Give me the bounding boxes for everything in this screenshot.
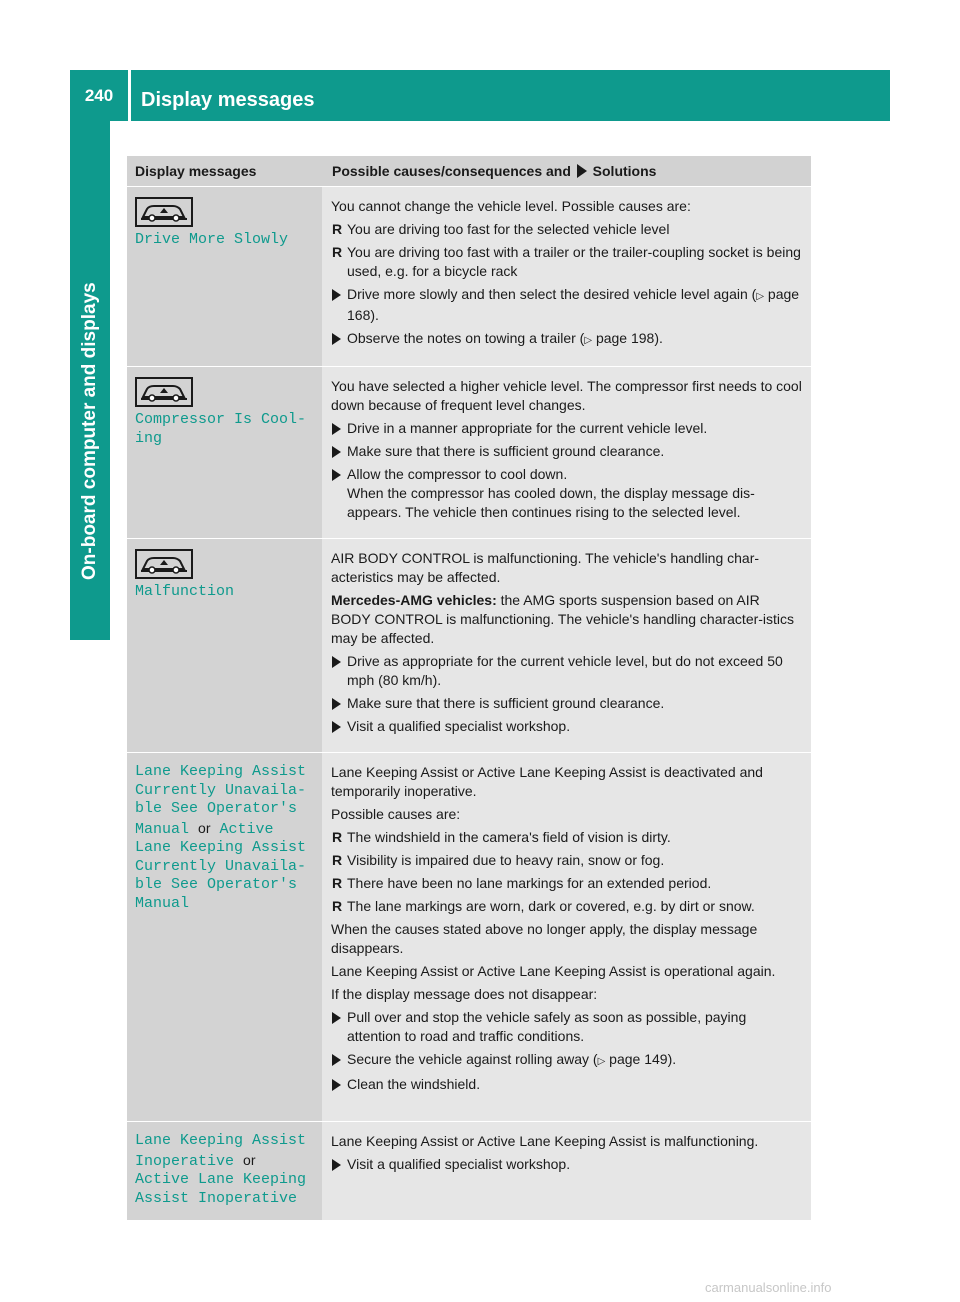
solution-step: Visit a qualified specialist workshop. [331,717,803,736]
solution-step: Secure the vehicle against rolling away (▷ page 149). [331,1050,803,1071]
solution-step: Allow the compressor to cool down. When the compressor has cooled down, the display message dis-appears. The vehicle then continues rising to the selected level. [331,465,803,522]
step-arrow-icon [332,469,341,481]
table-row [127,1122,811,1220]
paragraph: When the causes stated above no longer apply, the display message disappears. [331,921,758,956]
step-arrow-icon [332,446,341,458]
solution-cell [322,1122,811,1220]
message-cell [127,187,322,366]
cause-intro: You cannot change the vehicle level. Possible causes are: [331,198,691,214]
list-item: R You are driving too fast for the selected vehicle level [332,221,670,237]
step-arrow-icon [332,698,341,710]
table-row [127,367,811,539]
solution-step: Clean the windshield. [331,1075,803,1094]
suspension-level-icon [135,197,193,227]
page-number: 240 [84,86,114,105]
message-cell [127,539,322,752]
solution-cell [322,753,811,1121]
list-item: R The windshield in the camera's field of vision is dirty. [332,829,671,845]
step-arrow-icon [332,721,341,733]
message-cell [127,753,322,1121]
message-cell [127,367,322,538]
display-message: Lane Keeping Assist Currently Unavaila‐ ble See Operator's Manual or Active Lane Keeping Assist Currently Unavaila‐ ble See Operator's Manual [135,763,307,912]
causes-label: Possible causes are: [331,806,461,822]
side-title: On-board computer and displays [79,282,100,580]
cause-intro: Lane Keeping Assist or Active Lane Keeping Assist is deactivated and temporarily inoperative. [331,764,763,799]
step-arrow-icon [332,1012,341,1024]
suspension-level-icon [135,549,193,579]
table-row [127,539,811,753]
header-divider [128,70,131,121]
solution-step: Make sure that there is sufficient ground clearance. [331,694,803,713]
solution-step: Make sure that there is sufficient ground clearance. [331,442,803,461]
step-arrow-icon [332,1079,341,1091]
display-message: Compressor Is Cool‐ ing [135,411,307,447]
step-arrow-icon [332,423,341,435]
amg-note: Mercedes-AMG vehicles: the AMG sports suspension based on AIR BODY CONTROL is malfunctioning. The vehicle's handling character-istics may be affected. [331,592,795,646]
step-arrow-icon [332,656,341,668]
cause-intro: AIR BODY CONTROL is malfunctioning. The vehicle's handling char-acteristics may be affected. [331,550,760,585]
step-arrow-icon [332,289,341,301]
paragraph: If the display message does not disappear: [331,986,598,1002]
paragraph: Lane Keeping Assist or Active Lane Keeping Assist is operational again. [331,963,776,979]
solution-arrow-icon [577,164,587,178]
step-arrow-icon [332,333,341,345]
watermark: carmanualsonline.info [705,1280,832,1295]
cause-intro: You have selected a higher vehicle level. The compressor first needs to cool down because of frequent level changes. [331,378,802,413]
suspension-level-icon [135,377,193,407]
column-header-messages: Display messages [135,163,257,179]
solution-cell [322,187,811,366]
section-title: Display messages [141,89,315,111]
page-ref-icon: ▷ [597,1056,606,1067]
list-item: R There have been no lane markings for an extended period. [332,875,712,891]
solution-cell [322,367,811,538]
display-message: Lane Keeping Assist Inoperative or Active Lane Keeping Assist Inoperative [135,1132,307,1207]
table-row [127,187,811,367]
message-cell [127,1122,322,1220]
solution-step: Pull over and stop the vehicle safely as soon as possible, paying attention to road and traffic conditions. [331,1008,803,1046]
step-arrow-icon [332,1054,341,1066]
display-messages-table [127,156,811,1220]
table-header [127,156,811,187]
cause-intro: Lane Keeping Assist or Active Lane Keeping Assist is malfunctioning. [331,1133,759,1149]
list-item: R The lane markings are worn, dark or covered, e.g. by dirt or snow. [332,898,755,914]
step-arrow-icon [332,1159,341,1171]
display-message: Malfunction [135,583,235,600]
page-ref-icon: ▷ [756,291,765,302]
solution-step: Visit a qualified specialist workshop. [331,1155,803,1174]
table-row [127,753,811,1122]
solution-step: Observe the notes on towing a trailer (▷ page 198). [331,329,803,350]
list-item: R Visibility is impaired due to heavy rain, snow or fog. [332,852,665,868]
display-message: Drive More Slowly [135,231,289,248]
solution-step: Drive more slowly and then select the desired vehicle level again (▷ page 168). [331,285,803,325]
column-header-solutions: Possible causes/consequences and Solutions [332,163,657,179]
list-item: R You are driving too fast with a trailer or the trailer-coupling socket is being used, e.g. for a bicycle rack [332,244,801,279]
side-square-marker [70,600,110,640]
solution-cell [322,539,811,752]
solution-step: Drive in a manner appropriate for the current vehicle level. [331,419,803,438]
page-ref-icon: ▷ [584,335,593,346]
solution-step: Drive as appropriate for the current vehicle level, but do not exceed 50 mph (80 km/h). [331,652,803,690]
